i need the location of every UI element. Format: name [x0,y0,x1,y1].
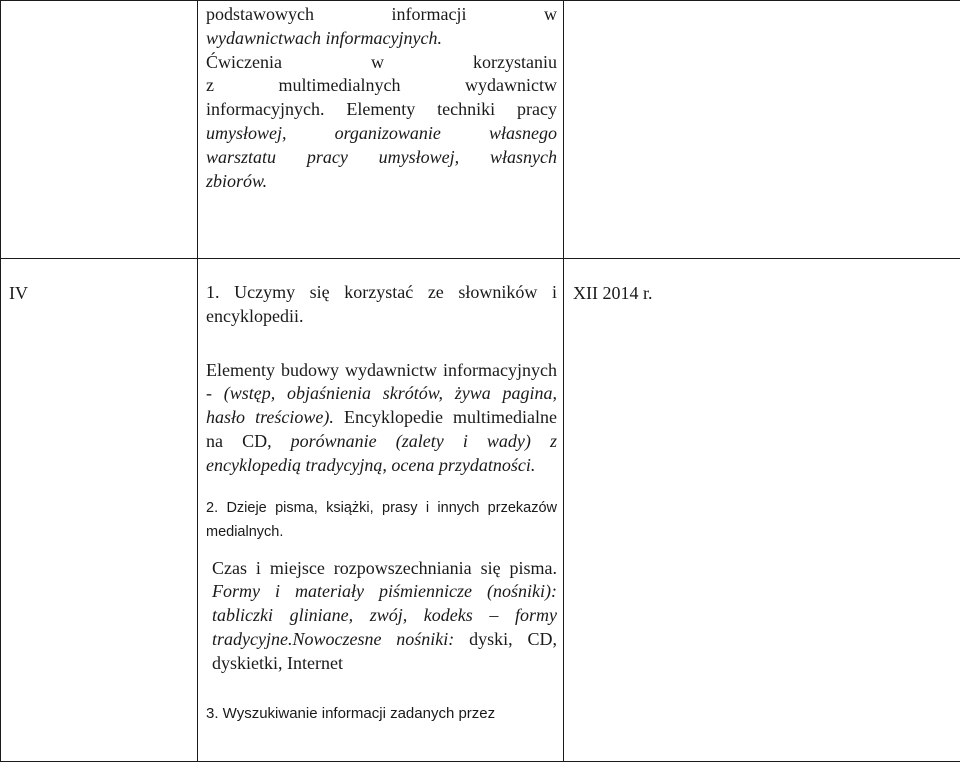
text-line: informacyjnych. Elementy techniki pracy [206,98,557,122]
table-row [1,1,960,259]
text-line: Ćwiczenia w korzystaniu [206,51,557,75]
text-span: wydawnictwach informacyjnych. [206,28,442,48]
content-cell [198,1,564,259]
text-span: dyski, CD, dyskietki, Internet [212,629,557,673]
topic-heading: 1. Uczymy się korzystać ze słowników i encyklopedii. [206,281,557,329]
text-span-italic: Formy i materiały piśmiennicze (nośniki): tabliczki gliniane, zwój, kodeks – formy tradycyjne. [212,581,557,649]
topic-heading: 2. Dzieje pisma, książki, prasy i innych przekazów medialnych. [206,496,557,545]
text-span: Elementy budowy wydawnictw informacyjnych - [206,360,557,404]
lesson-number: IV [1,259,198,762]
text-line: umysłowej, organizowanie własnego [206,122,557,146]
top-paragraph [206,3,557,193]
topic-details [206,359,557,478]
text-line [206,27,557,51]
content-cell [198,259,564,762]
text-span-italic: porównanie (zalety i wady) z encyklopedią tradycyjną, ocena przydatności. [206,431,557,475]
text-span-italic: Nowoczesne nośniki: [292,629,454,649]
text-line: warsztatu pracy umysłowej, własnych [206,146,557,170]
text-span: Czas i miejsce rozpowszechniania się pisma. [212,558,557,578]
text-line: z multimedialnych wydawnictw [206,74,557,98]
date-cell [564,1,960,259]
topic-heading: 3. Wyszukiwanie informacji zadanych przez [206,702,557,727]
table-row [1,259,960,762]
text-span-italic: (wstęp, objaśnienia skrótów, żywa pagina, hasło treściowe). [206,383,557,427]
number-cell [1,1,198,259]
topic-details [206,557,557,676]
text-line: zbiorów. [206,170,557,194]
date-cell: XII 2014 r. [564,259,960,762]
text-span: Encyklopedie multimedialne na CD, [206,407,557,451]
text-line: podstawowych informacji w [206,3,557,27]
